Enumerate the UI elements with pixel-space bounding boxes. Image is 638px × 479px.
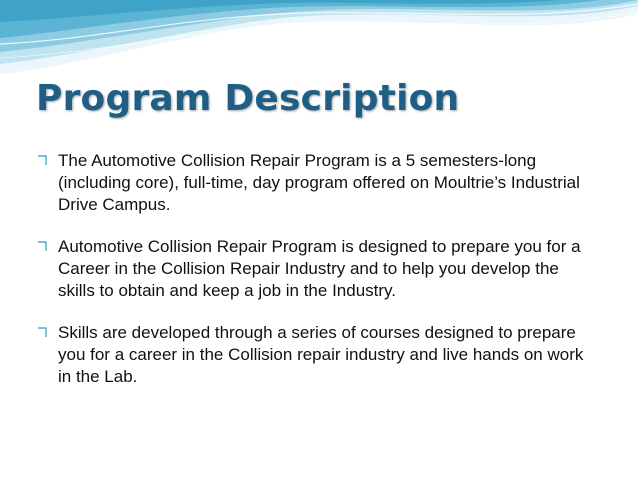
bullet-text: Skills are developed through a series of courses designed to prepare you for a career in the Collision repair industry and live hands on work in the Lab. — [58, 323, 584, 386]
bullet-marker-icon — [38, 327, 47, 338]
slide-title: Program Description — [36, 78, 460, 119]
bullet-text: Automotive Collision Repair Program is designed to prepare you for a Career in the Collision Repair Industry and to help you develop the skills to obtain and keep a job in the Industry. — [58, 237, 581, 300]
bullet-list — [34, 150, 594, 408]
bullet-item — [34, 236, 594, 302]
bullet-marker-icon — [38, 155, 47, 166]
bullet-text: The Automotive Collision Repair Program is a 5 semesters-long (including core), full-time, day program offered on Moultrie’s Industrial Drive Campus. — [58, 151, 580, 214]
header-wave-decoration — [0, 0, 638, 80]
bullet-item — [34, 322, 594, 388]
bullet-marker-icon — [38, 241, 47, 252]
bullet-item — [34, 150, 594, 216]
